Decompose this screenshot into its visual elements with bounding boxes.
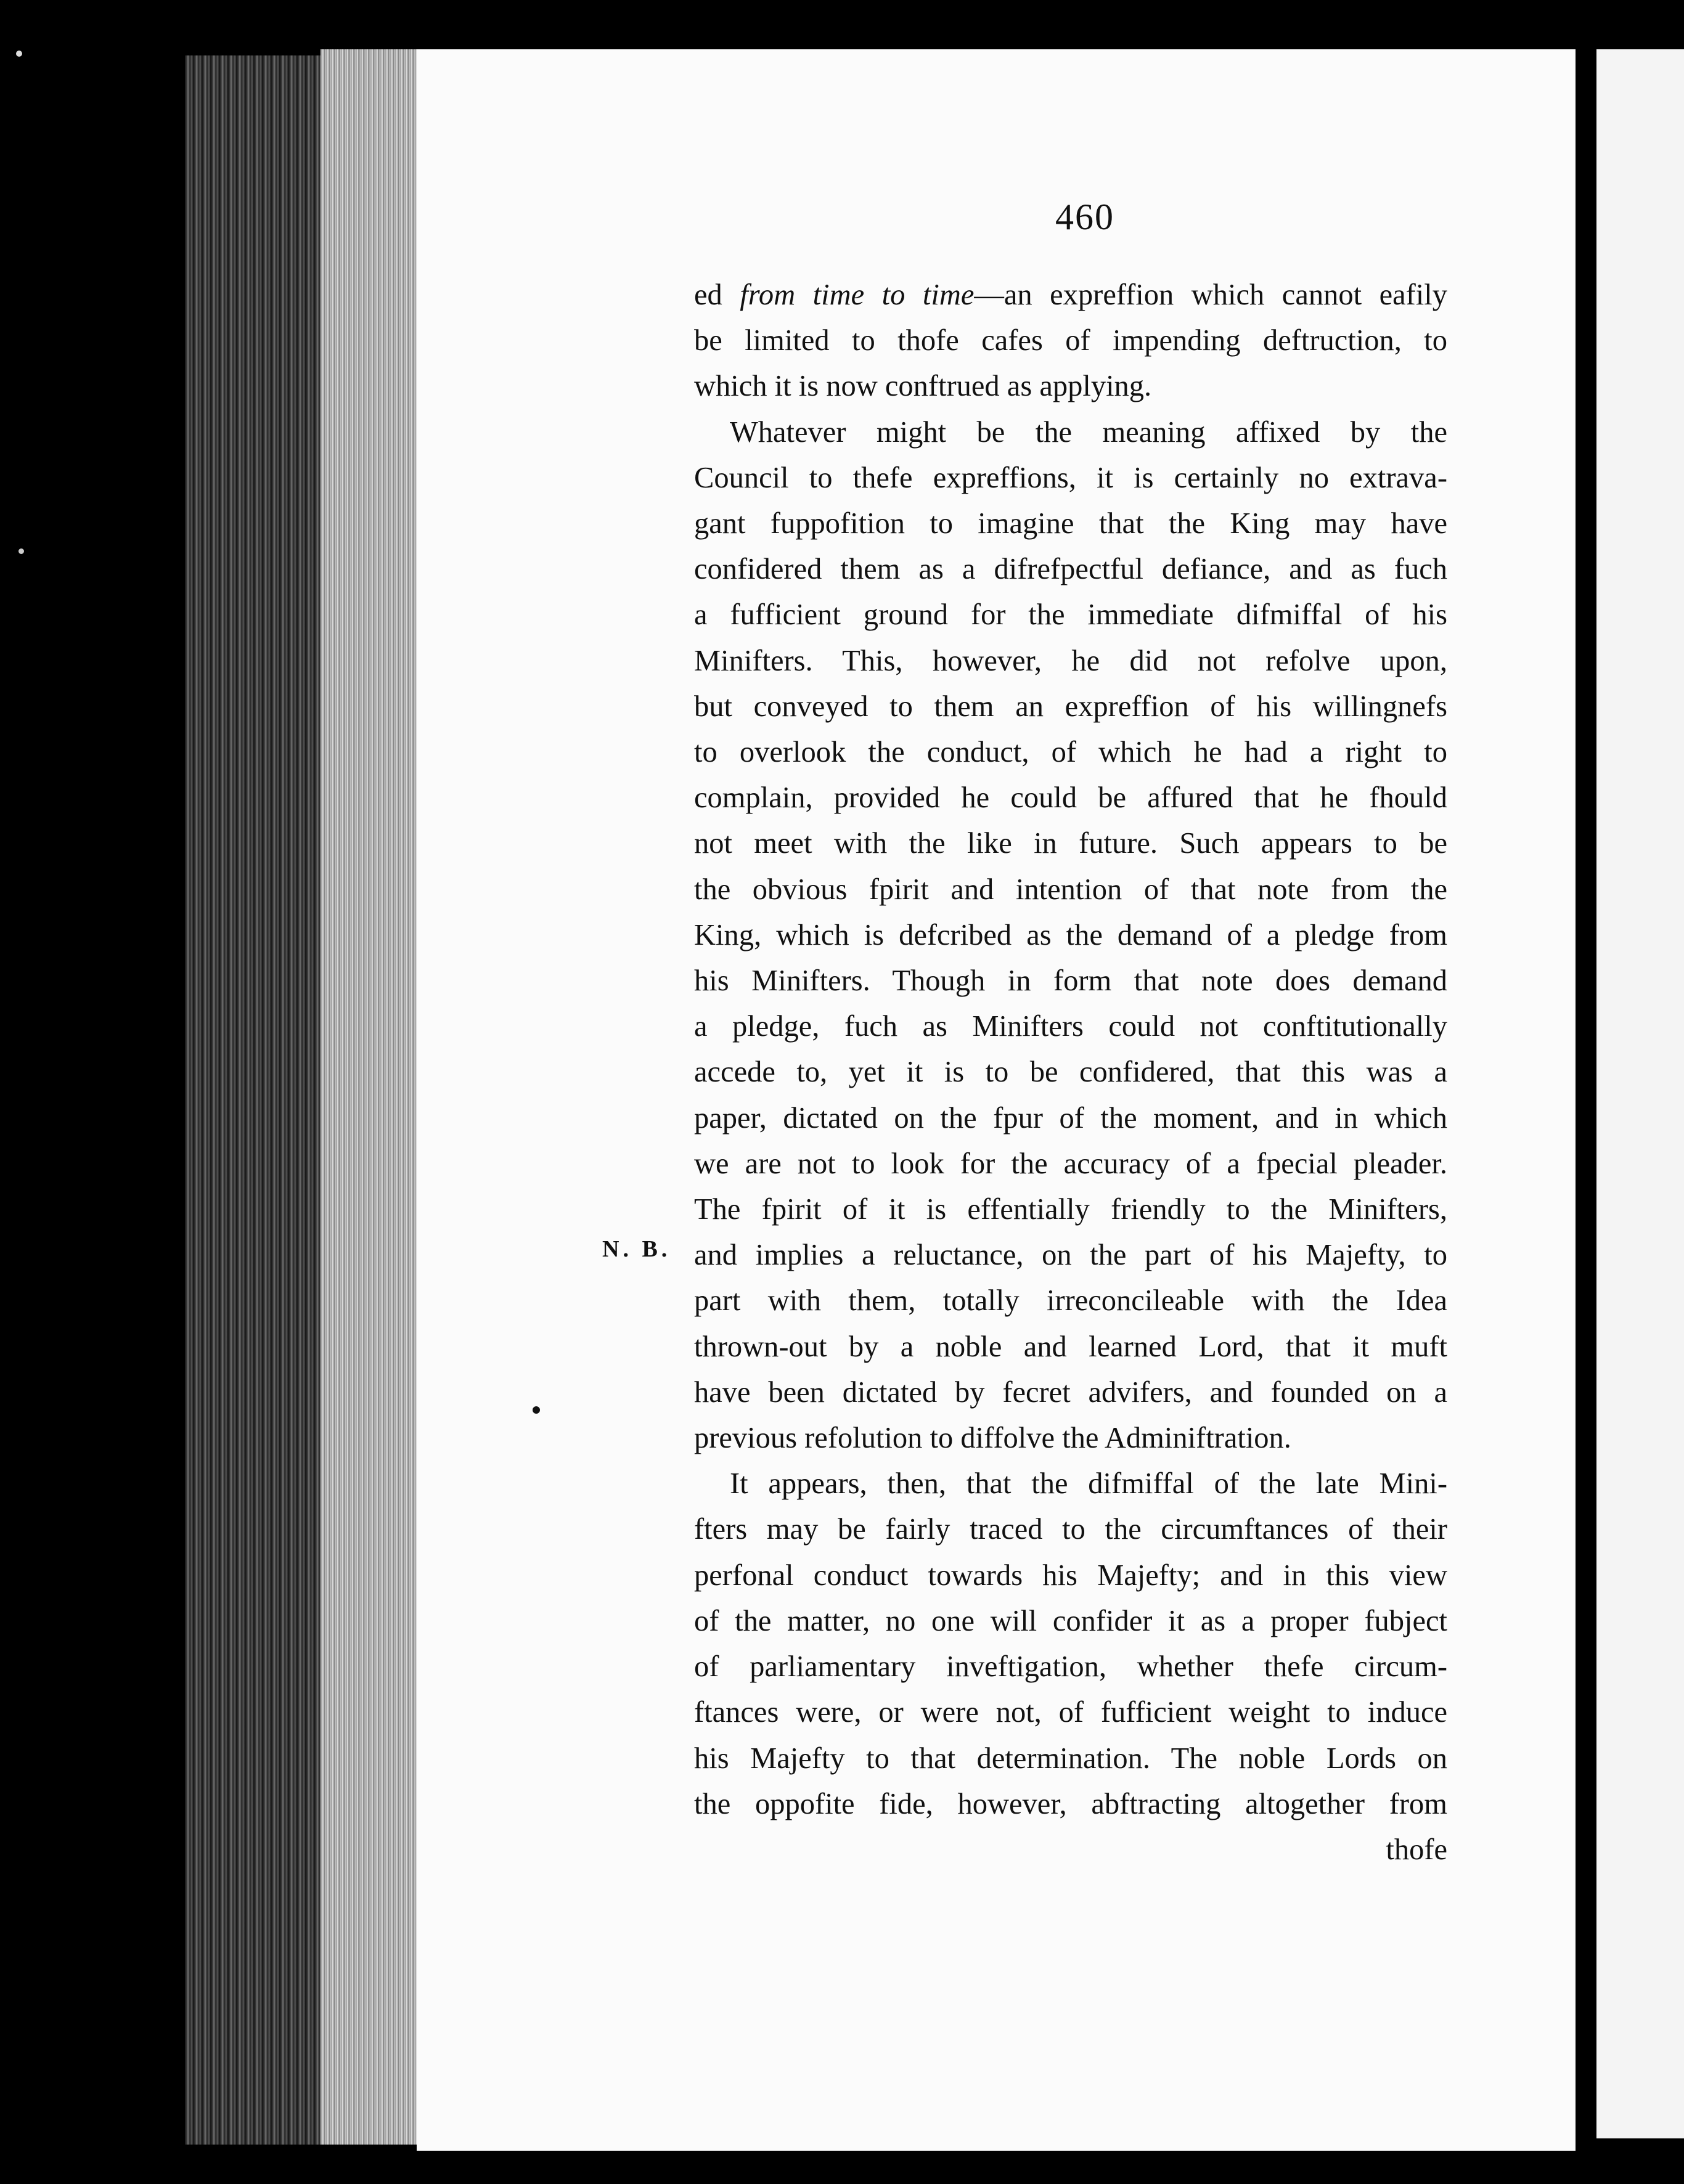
text-line: paper, dictated on the fpur of the moment, and in which bbox=[694, 1101, 1447, 1135]
text-line: part with them, totally irreconcileable with the Idea bbox=[694, 1284, 1447, 1318]
text-line: It appears, then, that the difmiffal of the late Mini- bbox=[730, 1467, 1447, 1501]
text-line: of parliamentary inveftigation, whether thefe circum- bbox=[694, 1650, 1447, 1684]
text-line: thrown-out by a noble and learned Lord, that it muft bbox=[694, 1330, 1447, 1363]
text-line: accede to, yet it is to be confidered, that this was a bbox=[694, 1056, 1447, 1089]
text-line: a pledge, fuch as Minifters could not conftitutionally bbox=[694, 1010, 1447, 1043]
text-line: have been dictated by fecret advifers, and founded on a bbox=[694, 1375, 1447, 1409]
text-line: Minifters. This, however, he did not refolve upon, bbox=[694, 644, 1447, 677]
text-line: but conveyed to them an expreffion of his willingnefs bbox=[694, 690, 1447, 723]
book-page-edges-light bbox=[321, 49, 419, 2145]
text-line: complain, provided he could be affured that he fhould bbox=[694, 781, 1447, 815]
text-line: we are not to look for the accuracy of a fpecial pleader. bbox=[694, 1147, 1447, 1180]
text-line bbox=[694, 272, 1447, 318]
text-line: Whatever might be the meaning affixed by the bbox=[730, 415, 1447, 449]
text-line: King, which is defcribed as the demand of a pledge from bbox=[694, 918, 1447, 951]
text-line: his Minifters. Though in form that note does demand bbox=[694, 964, 1447, 998]
page-number: 460 bbox=[1055, 197, 1114, 237]
ink-speck bbox=[18, 548, 24, 554]
text-line: his Majefty to that determination. The noble Lords on bbox=[694, 1742, 1447, 1775]
text-line: which it is now conftrued as applying. bbox=[694, 370, 1152, 403]
text-segment: —an expreffion which cannot eafily bbox=[974, 279, 1447, 311]
italic-phrase: from time to time bbox=[740, 279, 975, 311]
text-line: and implies a reluctance, on the part of his Majefty, to bbox=[694, 1239, 1447, 1272]
text-line: perfonal conduct towards his Majefty; and in this view bbox=[694, 1559, 1447, 1592]
text-line: be limited to thofe cafes of impending deftruction, to bbox=[694, 324, 1447, 357]
text-line: a fufficient ground for the immediate difmiffal of his bbox=[694, 598, 1447, 632]
ink-speck bbox=[533, 1406, 540, 1414]
facing-page-edge bbox=[1596, 49, 1684, 2138]
body-text bbox=[694, 272, 1447, 1873]
text-line: to overlook the conduct, of which he had a right to bbox=[694, 736, 1447, 769]
text-line: The fpirit of it is effentially friendly to the Minifters, bbox=[694, 1193, 1447, 1226]
margin-note: N. B. bbox=[602, 1236, 671, 1262]
page-gutter bbox=[1576, 37, 1596, 2157]
text-line: the obvious fpirit and intention of that note from the bbox=[694, 873, 1447, 906]
text-line: fters may be fairly traced to the circumftances of their bbox=[694, 1513, 1447, 1546]
text-line: not meet with the like in future. Such appears to be bbox=[694, 827, 1447, 860]
text-segment: ed bbox=[694, 279, 740, 311]
text-line: confidered them as a difrefpectful defiance, and as fuch bbox=[694, 553, 1447, 586]
text-line: previous refolution to diffolve the Adminiftration. bbox=[694, 1422, 1291, 1455]
ink-speck bbox=[16, 51, 22, 57]
text-line: ftances were, or were not, of fufficient weight to induce bbox=[694, 1696, 1447, 1729]
text-line: gant fuppofition to imagine that the King may have bbox=[694, 507, 1447, 540]
text-line: Council to thefe expreffions, it is certainly no extrava- bbox=[694, 461, 1447, 494]
text-line: thofe bbox=[1386, 1833, 1447, 1866]
text-line: the oppofite fide, however, abftracting altogether from bbox=[694, 1787, 1447, 1820]
text-line: of the matter, no one will confider it as a proper fubject bbox=[694, 1604, 1447, 1637]
